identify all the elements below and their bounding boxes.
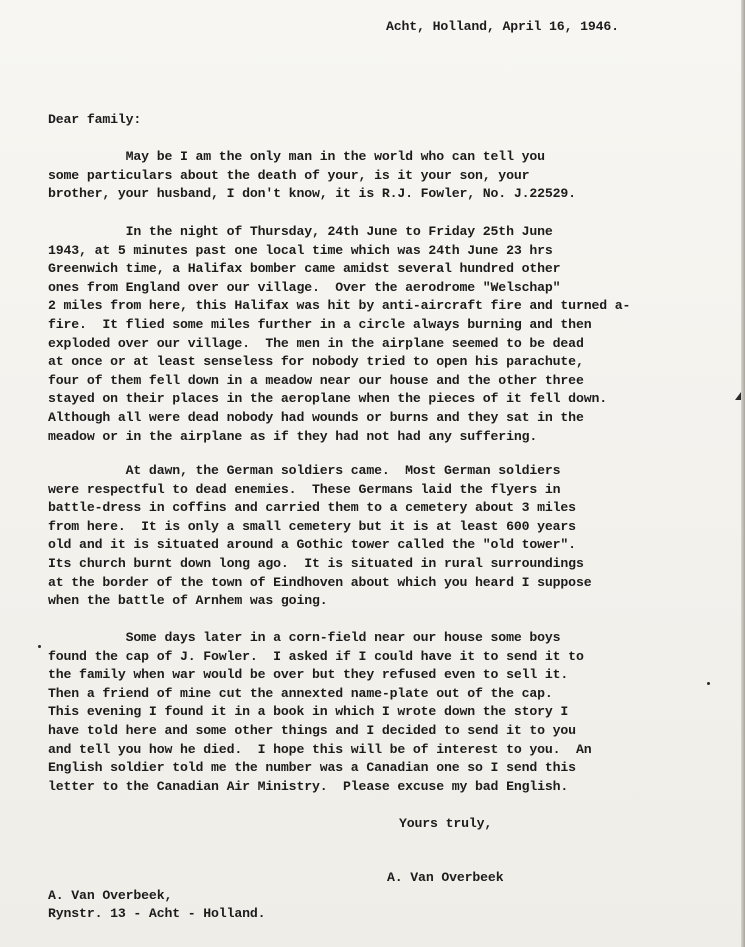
- paragraph-line: Some days later in a corn-field near our house some boys: [48, 630, 561, 645]
- paragraph-line: exploded over our village. The men in the airplane seemed to be dead: [48, 335, 584, 351]
- paragraph-line: found the cap of J. Fowler. I asked if I could have it to send it to: [48, 648, 584, 664]
- paragraph-line: the family when war would be over but they refused even to sell it.: [48, 667, 569, 683]
- paragraph-line: have told here and some other things and I decided to send it to you: [48, 722, 576, 738]
- signature: A. Van Overbeek: [387, 870, 504, 885]
- margin-mark: [735, 392, 741, 400]
- paragraph-line: at the border of the town of Eindhoven about which you heard I suppose: [48, 574, 592, 590]
- paragraph-line: from here. It is only a small cemetery but it is at least 600 years: [48, 518, 576, 534]
- paragraph-line: letter to the Canadian Air Ministry. Please excuse my bad English.: [48, 778, 569, 794]
- paragraph-line: 1943, at 5 minutes past one local time which was 24th June 23 hrs: [48, 242, 553, 258]
- page-edge-shadow: [741, 0, 745, 947]
- paragraph-line: old and it is situated around a Gothic tower called the "old tower".: [48, 537, 576, 553]
- paragraph-line: meadow or in the airplane as if they had not had any suffering.: [48, 428, 538, 444]
- paragraph-line: 2 miles from here, this Halifax was hit by anti-aircraft fire and turned a-: [48, 298, 631, 314]
- salutation: Dear family:: [48, 112, 142, 127]
- paragraph-line: ones from England over our village. Over the aerodrome "Welschap": [48, 279, 561, 295]
- paragraph-line: At dawn, the German soldiers came. Most German soldiers: [48, 463, 561, 478]
- letter-date: Acht, Holland, April 16, 1946.: [386, 19, 619, 34]
- paragraph-line: stayed on their places in the aeroplane when the pieces of it fell down.: [48, 391, 607, 407]
- paragraph-line: May be I am the only man in the world who can tell you: [48, 149, 545, 164]
- sender-address-street: Rynstr. 13 - Acht - Holland.: [48, 906, 266, 921]
- paragraph-4: [48, 629, 591, 796]
- paragraph-2: [48, 223, 630, 446]
- paragraph-line: four of them fell down in a meadow near our house and the other three: [48, 372, 584, 388]
- ink-speck: [707, 682, 710, 685]
- paragraph-line: were respectful to dead enemies. These Germans laid the flyers in: [48, 481, 561, 497]
- paragraph-line: This evening I found it in a book in which I wrote down the story I: [48, 704, 569, 720]
- paragraph-line: English soldier told me the number was a Canadian one so I send this: [48, 760, 576, 776]
- paragraph-line: fire. It flied some miles further in a circle always burning and then: [48, 316, 592, 332]
- paragraph-line: when the battle of Arnhem was going.: [48, 593, 328, 609]
- paragraph-line: Greenwich time, a Halifax bomber came amidst several hundred other: [48, 261, 561, 277]
- ink-speck: [38, 645, 41, 648]
- paragraph-line: brother, your husband, I don't know, it is R.J. Fowler, No. J.22529.: [48, 186, 576, 202]
- paragraph-line: Although all were dead nobody had wounds or burns and they sat in the: [48, 409, 584, 425]
- paragraph-line: battle-dress in coffins and carried them to a cemetery about 3 miles: [48, 500, 576, 516]
- paragraph-line: In the night of Thursday, 24th June to Friday 25th June: [48, 224, 553, 239]
- paragraph-line: and tell you how he died. I hope this will be of interest to you. An: [48, 741, 592, 757]
- paragraph-3: [48, 462, 591, 611]
- paragraph-line: Then a friend of mine cut the annexted name-plate out of the cap.: [48, 685, 553, 701]
- paragraph-line: Its church burnt down long ago. It is situated in rural surroundings: [48, 555, 584, 571]
- paragraph-line: some particulars about the death of your, is it your son, your: [48, 167, 530, 183]
- sender-address-name: A. Van Overbeek,: [48, 888, 173, 903]
- paragraph-1: [48, 148, 576, 204]
- paragraph-line: at once or at least senseless for nobody tried to open his parachute,: [48, 354, 584, 370]
- closing: Yours truly,: [399, 816, 493, 831]
